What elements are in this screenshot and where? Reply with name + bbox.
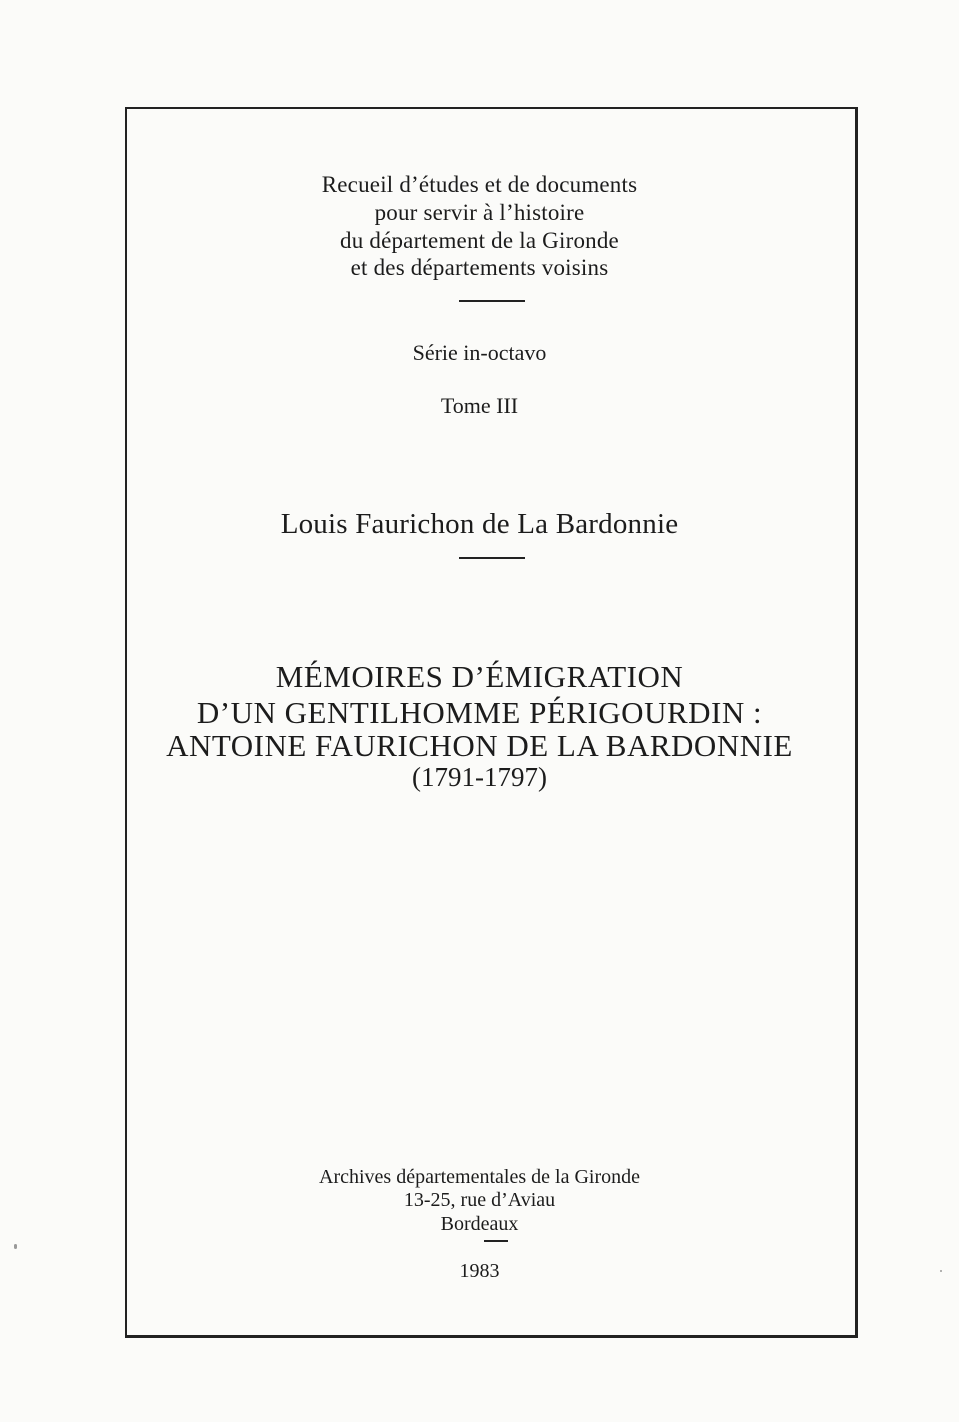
publisher-address: 13-25, rue d’Aviau xyxy=(403,1189,556,1211)
publication-year: 1983 xyxy=(459,1260,500,1282)
divider-rule xyxy=(484,1240,508,1242)
paper-speck xyxy=(940,1270,942,1272)
collection-title-line-1: Recueil d’études et de documents xyxy=(321,172,638,197)
divider-rule xyxy=(459,557,525,559)
book-title-line-3: ANTOINE FAURICHON DE LA BARDONNIE xyxy=(166,728,793,763)
publisher-name: Archives départementales de la Gironde xyxy=(319,1166,640,1188)
volume-label: Tome III xyxy=(440,393,519,418)
book-title-line-2: D’UN GENTILHOMME PÉRIGOURDIN : xyxy=(196,695,763,730)
collection-title-line-4: et des départements voisins xyxy=(350,255,609,280)
divider-rule xyxy=(459,300,525,302)
collection-title-line-2: pour servir à l’histoire xyxy=(374,200,585,225)
book-title-dates: (1791-1797) xyxy=(412,762,547,792)
author-name: Louis Faurichon de La Bardonnie xyxy=(280,508,679,540)
subseries-label: Série in-octavo xyxy=(412,340,547,365)
paper-speck xyxy=(14,1244,17,1249)
book-title-line-1: MÉMOIRES D’ÉMIGRATION xyxy=(275,659,684,694)
publisher-city: Bordeaux xyxy=(440,1213,519,1235)
collection-title-line-3: du département de la Gironde xyxy=(340,228,619,253)
